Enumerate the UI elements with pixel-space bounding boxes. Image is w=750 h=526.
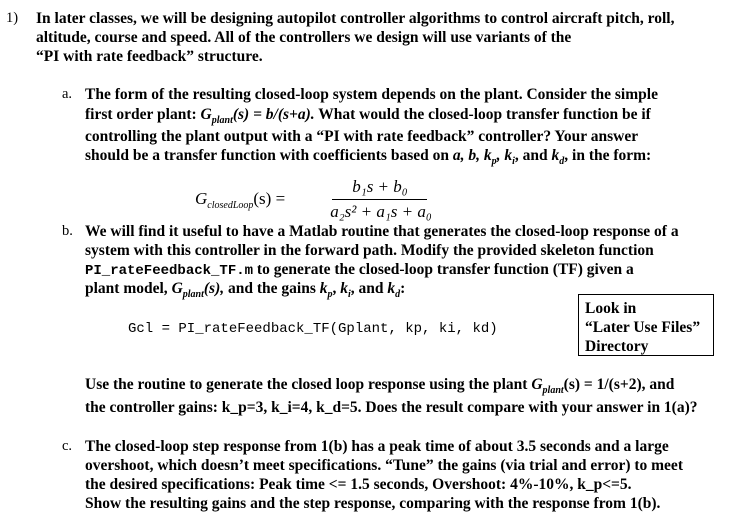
part-b-line-4-start: plant model, bbox=[85, 280, 172, 297]
gain-ki: k bbox=[340, 280, 348, 297]
part-b-line-1: We will find it useful to have a Matlab routine that generates the closed-loop response of a bbox=[85, 223, 679, 240]
part-b-marker: b. bbox=[62, 223, 73, 239]
plant-subscript-b: plant bbox=[182, 289, 204, 300]
part-c-line-1: The closed-loop step response from 1(b) has a peak time of about 3.5 seconds and a large bbox=[85, 438, 669, 455]
formula-lhs-subscript: closedLoop bbox=[207, 200, 254, 211]
intro-line-1: In later classes, we will be designing autopilot controller algorithms to control aircraft pitch, roll, bbox=[36, 10, 675, 27]
intro-line-2: altitude, course and speed. All of the controllers we design will use variants of the bbox=[36, 29, 572, 46]
use-line-1-start: Use the routine to generate the closed loop response using the plant bbox=[85, 376, 532, 393]
part-a-line-1: The form of the resulting closed-loop system depends on the plant. Consider the simple bbox=[85, 86, 658, 103]
use-line-2-end: Does the result compare with your answer in 1(a)? bbox=[361, 399, 698, 416]
plant-symbol-b: G bbox=[171, 280, 183, 297]
gain-kp: k bbox=[319, 280, 328, 297]
and-text: , and bbox=[514, 147, 552, 164]
part-a-line-4-end: , in the form: bbox=[564, 147, 652, 164]
var-ki: , k bbox=[496, 147, 513, 164]
box-line-1: Look in bbox=[585, 300, 637, 317]
sep-2: , and bbox=[350, 280, 388, 297]
plant-symbol-use: G bbox=[531, 376, 543, 393]
later-use-files-box bbox=[578, 294, 714, 356]
part-c-marker: c. bbox=[62, 438, 73, 454]
ki-subscript: i bbox=[512, 156, 515, 167]
intro-line-3: “PI with rate feedback” structure. bbox=[36, 48, 263, 65]
kd-subscript: d bbox=[559, 156, 565, 167]
plant-expression-use: (s) = 1/(s+2), bbox=[563, 376, 646, 393]
kp-subscript: p bbox=[491, 156, 497, 167]
use-line-2-start: the controller gains: bbox=[85, 399, 222, 416]
formula-lhs-arg: (s) = bbox=[253, 189, 286, 208]
part-a-line-4 bbox=[85, 146, 651, 165]
part-a-line-3: controlling the plant output with a “PI with rate feedback” controller? Your answer bbox=[85, 128, 639, 145]
plant-subscript-use: plant bbox=[542, 385, 564, 396]
plant-symbol: G bbox=[200, 106, 212, 123]
box-line-3: Directory bbox=[585, 338, 649, 355]
part-b-line-3 bbox=[85, 260, 634, 281]
part-a-line-2-start: first order plant: bbox=[85, 106, 201, 123]
problem-number: 1) bbox=[6, 10, 19, 26]
plant-subscript: plant bbox=[211, 115, 233, 126]
gain-kd: k bbox=[387, 280, 396, 297]
closed-loop-formula bbox=[195, 177, 435, 223]
part-b-use-line-2 bbox=[85, 398, 698, 417]
gain-ki-sub: i bbox=[348, 289, 351, 300]
matlab-call: Gcl = PI_rateFeedback_TF(Gplant, kp, ki, kd) bbox=[128, 321, 498, 337]
part-a-line-2-end: What would the closed-loop transfer function be if bbox=[314, 106, 651, 123]
var-kd: k bbox=[551, 147, 560, 164]
sep-1: , bbox=[332, 280, 341, 297]
formula-lhs: G bbox=[195, 189, 208, 208]
part-c-line-2: overshoot, which doesn’t meet specifications. “Tune” the gains (via trial and error) to meet bbox=[85, 457, 683, 474]
gain-kd-sub: d bbox=[395, 289, 401, 300]
part-c-line-3: the desired specifications: Peak time <= 1.5 seconds, Overshoot: 4%-10%, k_p<=5. bbox=[85, 476, 632, 493]
part-b-line-2: system with this controller in the forward path. Modify the provided skeleton function bbox=[85, 242, 654, 259]
plant-expression: (s) = b/(s+a). bbox=[232, 106, 315, 123]
part-a-line-2 bbox=[85, 105, 651, 124]
part-b-line-4 bbox=[85, 279, 405, 298]
box-line-2: “Later Use Files” bbox=[585, 319, 701, 336]
use-line-1-end: and bbox=[645, 376, 675, 393]
plant-arg-b: (s), bbox=[203, 280, 225, 297]
var-list: a, b, k bbox=[452, 147, 492, 164]
part-b-line-3-end: to generate the closed-loop transfer function (TF) given a bbox=[253, 261, 634, 278]
part-b-line-4-end: : bbox=[400, 280, 406, 297]
controller-gains: k_p=3, k_i=4, k_d=5. bbox=[221, 399, 362, 416]
part-a-marker: a. bbox=[62, 86, 73, 102]
formula-fraction-bar bbox=[332, 199, 427, 200]
gain-kp-sub: p bbox=[327, 289, 333, 300]
part-c-line-4: Show the resulting gains and the step response, comparing with the response from 1(b). bbox=[85, 495, 661, 512]
part-b-line-4-mid: and the gains bbox=[224, 280, 320, 297]
formula-numerator: b₁s + b₀ bbox=[352, 177, 408, 196]
part-b-use-line-1 bbox=[85, 375, 674, 394]
skeleton-function-name: PI_rateFeedback_TF.m bbox=[85, 263, 254, 279]
part-a-line-4-start: should be a transfer function with coefficients based on bbox=[85, 147, 453, 164]
formula-denominator: a₂s² + a₁s + a₀ bbox=[330, 202, 432, 221]
